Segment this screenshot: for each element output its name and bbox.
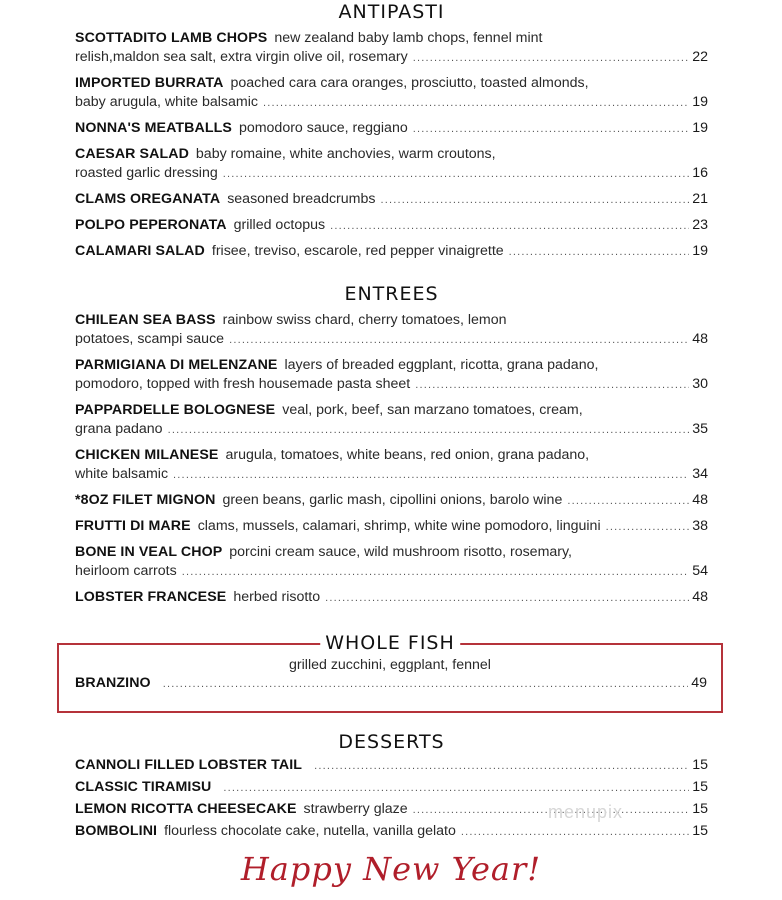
item-price: 19: [692, 120, 708, 136]
dot-leader: [606, 518, 690, 537]
menu-item: [75, 588, 708, 608]
item-description: grana padano: [75, 421, 163, 437]
item-price: 22: [692, 49, 708, 65]
section-title: DESSERTS: [338, 731, 445, 753]
item-name: CHILEAN SEA BASS: [75, 312, 216, 328]
menu-item: [75, 190, 708, 210]
menu-item: [75, 74, 708, 113]
section-desserts: [75, 730, 708, 844]
item-price: 48: [692, 589, 708, 605]
menu-item: [75, 491, 708, 511]
item-description: flourless chocolate cake, nutella, vanilla gelato: [164, 823, 456, 839]
item-name: NONNA'S MEATBALLS: [75, 120, 232, 136]
dot-leader: [380, 191, 689, 210]
item-name: CALAMARI SALAD: [75, 243, 205, 259]
menu-item: [75, 242, 708, 262]
dot-leader: [229, 331, 689, 350]
item-name: LEMON RICOTTA CHEESECAKE: [75, 801, 297, 817]
menu-item: [75, 29, 708, 68]
dot-leader: [223, 779, 689, 798]
item-description: rainbow swiss chard, cherry tomatoes, lemon: [222, 312, 507, 328]
item-price: 16: [692, 165, 708, 181]
item-description: frisee, treviso, escarole, red pepper vinaigrette: [211, 243, 504, 259]
item-description: arugula, tomatoes, white beans, red onion, grana padano,: [225, 447, 590, 463]
watermark: menupix: [548, 802, 624, 822]
item-description: seasoned breadcrumbs: [227, 191, 376, 207]
section-title: ENTREES: [344, 283, 439, 305]
item-description: baby arugula, white balsamic: [75, 94, 258, 110]
menu-item: [75, 778, 708, 798]
dot-leader: [182, 563, 690, 582]
item-name: FRUTTI DI MARE: [75, 518, 191, 534]
item-name: BRANZINO: [75, 675, 151, 691]
item-description: layers of breaded eggplant, ricotta, grana padano,: [284, 357, 599, 373]
menu-item: [75, 675, 707, 691]
item-name: BONE IN VEAL CHOP: [75, 544, 223, 560]
item-description: green beans, garlic mash, cipollini onions, barolo wine: [222, 492, 563, 508]
dot-leader: [567, 492, 689, 511]
menu-item: [75, 517, 708, 537]
menu-item: [75, 401, 708, 440]
menu-item: [75, 756, 708, 776]
item-description: potatoes, scampi sauce: [75, 331, 225, 347]
item-description: grilled octopus: [233, 217, 326, 233]
item-name: POLPO PEPERONATA: [75, 217, 227, 233]
item-price: 23: [692, 217, 708, 233]
item-description: baby romaine, white anchovies, warm croutons,: [195, 146, 496, 162]
item-description: porcini cream sauce, wild mushroom risotto, rosemary,: [229, 544, 572, 560]
item-name: BOMBOLINI: [75, 823, 158, 839]
item-name: CHICKEN MILANESE: [75, 447, 219, 463]
item-name: PAPPARDELLE BOLOGNESE: [75, 402, 276, 418]
item-description: heirloom carrots: [75, 563, 177, 579]
item-price: 49: [691, 675, 707, 691]
dot-leader: [314, 757, 689, 776]
dot-leader: [173, 466, 689, 485]
item-price: 54: [692, 563, 708, 579]
item-price: 48: [692, 492, 708, 508]
item-description: relish,maldon sea salt, extra virgin olive oil, rosemary: [75, 49, 408, 65]
item-description: herbed risotto: [233, 589, 321, 605]
item-description: clams, mussels, calamari, shrimp, white wine pomodoro, linguini: [197, 518, 601, 534]
item-price: 15: [692, 823, 708, 839]
dot-leader: [461, 823, 689, 842]
dot-leader: [330, 217, 689, 236]
dot-leader: [163, 678, 689, 690]
item-name: CLASSIC TIRAMISU: [75, 779, 212, 795]
item-name: CANNOLI FILLED LOBSTER TAIL: [75, 757, 303, 773]
item-name: IMPORTED BURRATA: [75, 75, 224, 91]
item-description: pomodoro sauce, reggiano: [238, 120, 408, 136]
menu-item: [75, 145, 708, 184]
item-price: 38: [692, 518, 708, 534]
item-description: new zealand baby lamb chops, fennel mint: [274, 30, 543, 46]
greeting: Happy New Year!: [240, 850, 542, 888]
section-title: ANTIPASTI: [338, 1, 445, 23]
section-entrees: [75, 282, 708, 614]
dot-leader: [509, 243, 690, 262]
menu-item: [75, 356, 708, 395]
menu-item: [75, 311, 708, 350]
dot-leader: [325, 589, 689, 608]
menu-item: [75, 822, 708, 842]
dot-leader: [263, 94, 689, 113]
item-price: 34: [692, 466, 708, 482]
item-price: 19: [692, 243, 708, 259]
item-description: pomodoro, topped with fresh housemade pasta sheet: [75, 376, 411, 392]
section-antipasti: [75, 0, 708, 268]
item-name: *8OZ FILET MIGNON: [75, 492, 216, 508]
item-description: poached cara cara oranges, prosciutto, toasted almonds,: [230, 75, 589, 91]
item-price: 48: [692, 331, 708, 347]
item-price: 21: [692, 191, 708, 207]
dot-leader: [415, 376, 689, 395]
dot-leader: [413, 120, 689, 139]
dot-leader: [223, 165, 689, 184]
menu-item: [75, 119, 708, 139]
dot-leader: [168, 421, 690, 440]
item-price: 15: [692, 801, 708, 817]
item-description: veal, pork, beef, san marzano tomatoes, cream,: [282, 402, 583, 418]
item-price: 30: [692, 376, 708, 392]
item-name: LOBSTER FRANCESE: [75, 589, 227, 605]
item-price: 35: [692, 421, 708, 437]
menu-item: [75, 216, 708, 236]
item-price: 15: [692, 757, 708, 773]
section-title: WHOLE FISH: [320, 631, 460, 655]
item-price: 15: [692, 779, 708, 795]
item-price: 19: [692, 94, 708, 110]
item-name: SCOTTADITO LAMB CHOPS: [75, 30, 268, 46]
item-description: strawberry glaze: [303, 801, 408, 817]
item-description: white balsamic: [75, 466, 169, 482]
whole-fish-box: [57, 632, 723, 713]
item-name: CLAMS OREGANATA: [75, 191, 221, 207]
menu-item: [75, 446, 708, 485]
item-name: PARMIGIANA DI MELENZANE: [75, 357, 278, 373]
menu-item: [75, 543, 708, 582]
section-subtitle: grilled zucchini, eggplant, fennel: [289, 657, 491, 673]
item-name: CAESAR SALAD: [75, 146, 189, 162]
item-description: roasted garlic dressing: [75, 165, 218, 181]
dot-leader: [413, 49, 689, 68]
